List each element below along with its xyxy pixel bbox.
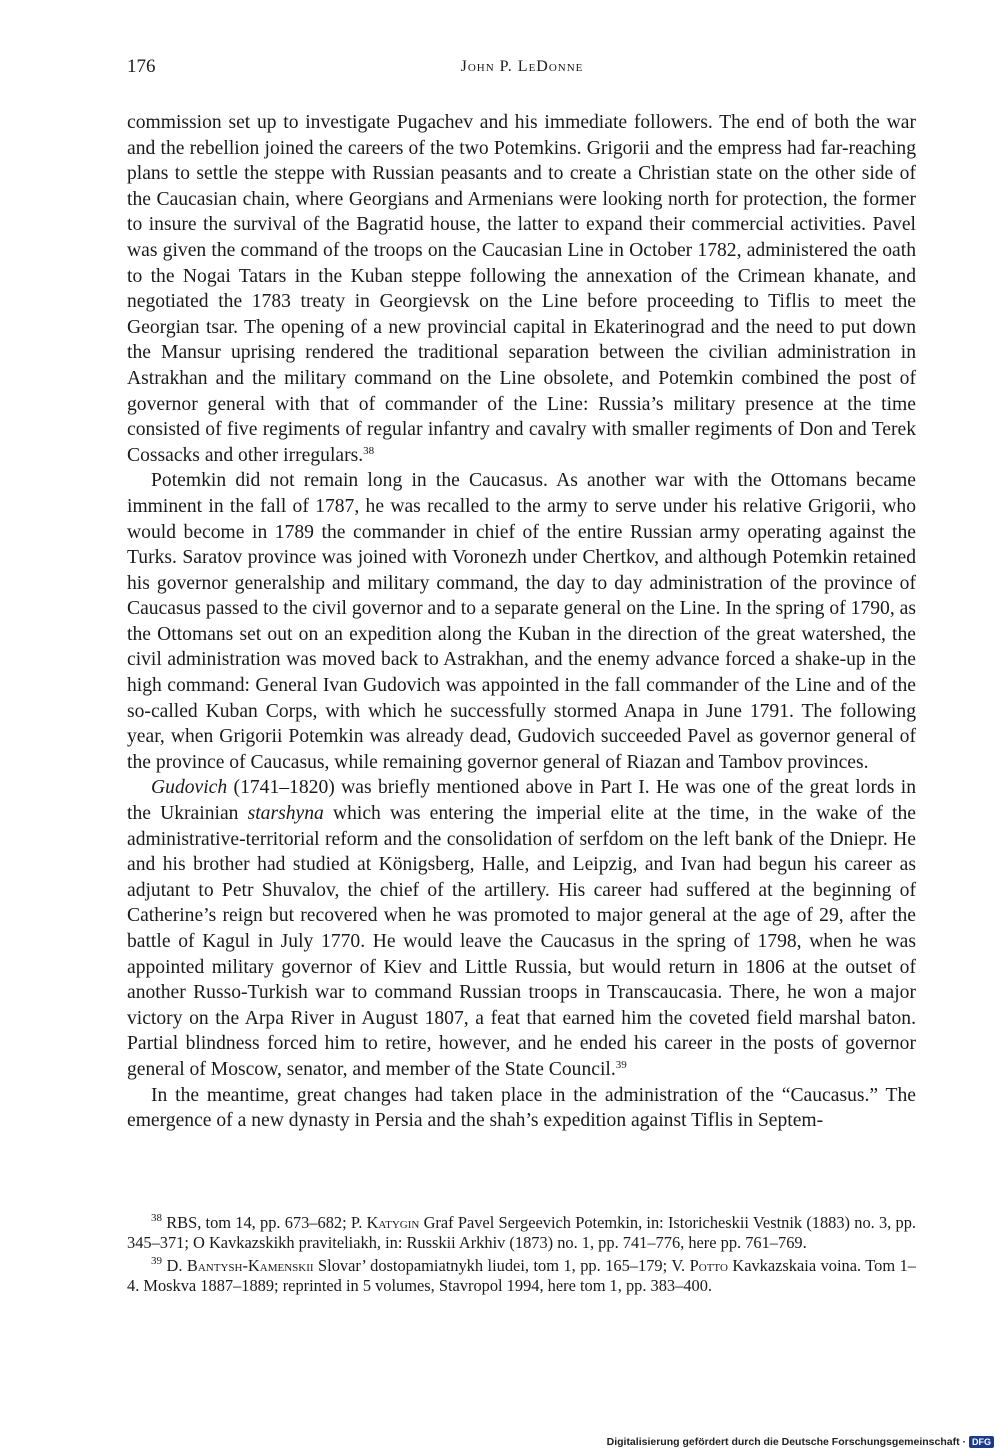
paragraph-2: Potemkin did not remain long in the Caucasus. As another war with the Ottomans became imminent in the fall of 1787, he was recalled to the army to serve under his relative Grigorii, who would become in 1789 the commander in chief of the entire Russian army operating against the Turks. Saratov province was joined with Voronezh under Chertkov, and although Potemkin retained his governor generalship and military command, the day to day administration of the province of Caucasus passed to the civil governor and to a separate general on the Line. In the spring of 1790, as the Ottomans set out on an expedition along the Kuban in the direction of the great watershed, the civil administration was moved back to Astrakhan, and the enemy advance forced a shake-up in the high command: General Ivan Gudovich was appointed in the fall commander of the Line and of the so-called Kuban Corps, with which he successfully stormed Anapa in June 1791. The following year, when Grigorii Potemkin was already dead, Gudovich succeeded Pavel as governor general of the province of Caucasus, while remaining governor general of Riazan and Tambov provinces. — [127, 470, 916, 773]
footnote-ref-38: 38 — [363, 444, 375, 457]
paragraph-3-text-b: which was entering the imperial elite at the time, in the wake of the administrative-territorial reform and the consolidation of serfdom on the left bank of the Dniepr. He and his brother had studied at Königsberg, Halle, and Leipzig, and Ivan had begun his career as adjutant to Petr Shuvalov, the chief of the artillery. His career had suffered at the beginning of Catherine’s reign but recovered when he was promoted to major general at the age of 29, after the battle of Kagul in July 1770. He would leave the Caucasus in the spring of 1798, when he was appointed military governor of Kiev and Little Russia, but would return in 1806 at the outset of another Russo-Turkish war to command Russian troops in Transcaucasia. There, he won a major victory on the Arpa River in August 1807, a feat that earned him the coveted field marshal baton. Partial blindness forced him to retire, however, and he ended his career in the posts of governor general of Moscow, senator, and member of the State Council. — [127, 803, 916, 1080]
footnote-39 — [127, 1256, 916, 1295]
gudovich-name: Gudovich — [151, 777, 228, 799]
page-number: 176 — [127, 56, 156, 77]
footnote-39-number: 39 — [151, 1255, 162, 1268]
dfg-logo: DFG — [969, 1436, 994, 1448]
page-header — [127, 56, 917, 86]
footnote-38-number: 38 — [151, 1212, 162, 1224]
running-head: John P. LeDonne — [460, 58, 584, 75]
paragraph-1 — [127, 110, 916, 468]
footnote-38-text-a: RBS, tom 14, pp. 673–682; P. — [162, 1213, 367, 1232]
paragraph-1-text: commission set up to investigate Pugachev and his immediate followers. The end of both the war and the rebellion joined the careers of the two Potemkins. Grigorii and the empress had far-reaching plans to settle the steppe with Russian peasants and to create a Christian state on the other side of the Caucasian chain, where Georgians and Armenians were looking north for protection, the former to insure the survival of the Bagratid house, the latter to expand their commercial activities. Pavel was given the command of the troops on the Caucasian Line in October 1782, administered the oath to the Nogai Tatars in the Kuban steppe following the annexation of the Crimean khanate, and negotiated the 1783 treaty in Georgievsk on the Line before proceeding to Tiflis to meet the Georgian tsar. The opening of a new provincial capital in Ekaterinograd and the need to put down the Mansur uprising rendered the traditional separation between the civilian administration in Astrakhan and the military command on the Line obsolete, and Potemkin combined the post of governor general with that of commander of the Line: Russia’s military presence at the time consisted of five regiments of regular infantry and cavalry with smaller regiments of Don and Terek Cossacks and other irregulars. — [127, 112, 916, 466]
starshyna-term: starshyna — [247, 803, 324, 825]
paragraph-3-text-a: (1741–1820) was briefly mentioned above in Part I. He was one of the great lords in the Ukrainian — [127, 777, 916, 825]
digitization-credit — [607, 1436, 994, 1448]
paragraph-3 — [127, 775, 916, 1082]
footnote-39-author-a: D. Bantysh-Kamenskii — [166, 1256, 314, 1276]
footnote-38 — [127, 1213, 916, 1252]
footnote-38-text-b: Graf Pavel Sergeevich Potemkin, in: Istoricheskii Vestnik (1883) no. 3, pp. 345–371; O Kavkazskikh praviteliakh, in: Russkii Arkhiv (1873) no. 1, pp. 741–776, here pp. 761–769. — [127, 1213, 917, 1252]
footnote-39-text-b: Kavkazskaia voina. Tom 1–4. Moskva 1887–1889; reprinted in 5 volumes, Stavropol 1994, here tom 1, pp. 383–400. — [127, 1256, 916, 1295]
footnote-38-author: Katygin — [366, 1213, 420, 1232]
body-text — [127, 110, 916, 1134]
paragraph-4: In the meantime, great changes had taken place in the administration of the “Caucasus.” The emergence of a new dynasty in Persia and the shah’s expedition against Tiflis in Septem- — [127, 1084, 916, 1132]
footnote-39-text-a: Slovar’ dostopamiatnykh liudei, tom 1, pp. 165–179; V. — [313, 1256, 690, 1276]
footnote-39-author-b: Potto — [689, 1256, 728, 1276]
digitization-note: Digitalisierung gefördert durch die Deutsche Forschungsgemeinschaft · — [606, 1436, 966, 1448]
footnotes — [127, 1213, 916, 1299]
footnote-ref-39: 39 — [615, 1058, 627, 1071]
